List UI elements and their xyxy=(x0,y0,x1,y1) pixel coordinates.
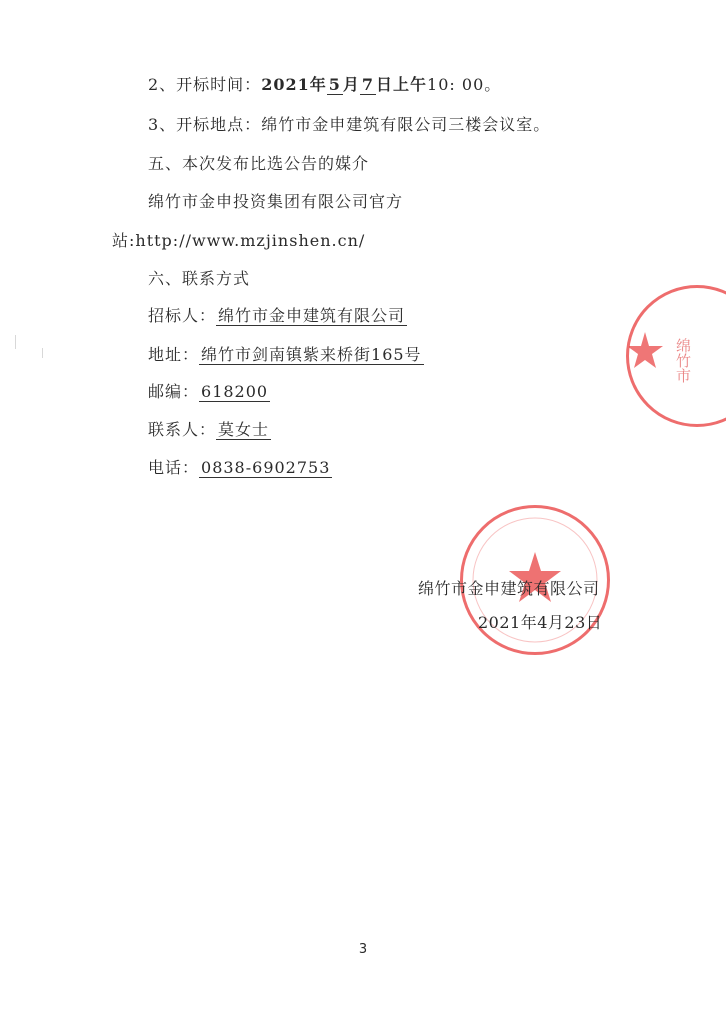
signature-date: 2021年4月23日 xyxy=(478,613,603,632)
postcode-line xyxy=(148,381,270,403)
opening-year-unit: 年 xyxy=(309,75,327,94)
address-value: 绵竹市剑南镇紫来桥街165号 xyxy=(201,345,422,364)
bidder-line xyxy=(148,305,407,327)
opening-place-label: 3、开标地点： xyxy=(148,115,262,134)
address-line xyxy=(148,344,424,366)
opening-clock: 10: 00。 xyxy=(427,75,502,94)
phone-label: 电话： xyxy=(148,458,200,477)
opening-time-label: 2、开标时间： xyxy=(148,75,262,94)
contact-value: 莫女士 xyxy=(218,420,270,439)
opening-place-value: 绵竹市金申建筑有限公司三楼会议室。 xyxy=(261,115,551,134)
bidder-value: 绵竹市金申建筑有限公司 xyxy=(218,306,406,325)
address-label: 地址： xyxy=(148,345,200,364)
media-line-2: 站:http://www.mzjinshen.cn/ xyxy=(112,231,366,250)
section6-heading: 六、联系方式 xyxy=(148,269,251,288)
media-line-1: 绵竹市金申投资集团有限公司官方 xyxy=(148,192,404,211)
postcode-label: 邮编： xyxy=(148,382,200,401)
bidder-label: 招标人： xyxy=(148,306,217,325)
opening-day-unit: 日上午 xyxy=(376,75,428,94)
scan-mark xyxy=(15,335,16,349)
contact-label: 联系人： xyxy=(148,420,217,439)
section5-heading: 五、本次发布比选公告的媒介 xyxy=(148,154,370,173)
opening-day: 7 xyxy=(361,75,375,94)
phone-line xyxy=(148,457,332,479)
edge-seal-text: 绵竹市 xyxy=(674,338,692,383)
signature-company: 绵竹市金申建筑有限公司 xyxy=(418,579,600,598)
page-number: 3 xyxy=(358,942,368,957)
opening-month: 5 xyxy=(328,75,341,94)
contact-line xyxy=(148,419,271,441)
edge-seal-stamp xyxy=(626,285,726,427)
postcode-value: 618200 xyxy=(201,382,269,401)
opening-place-line xyxy=(148,114,550,136)
opening-month-unit: 月 xyxy=(342,75,360,94)
opening-time-line xyxy=(148,74,501,96)
scan-mark xyxy=(42,348,43,358)
opening-year: 2021 xyxy=(261,75,310,94)
phone-value: 0838-6902753 xyxy=(201,458,331,477)
